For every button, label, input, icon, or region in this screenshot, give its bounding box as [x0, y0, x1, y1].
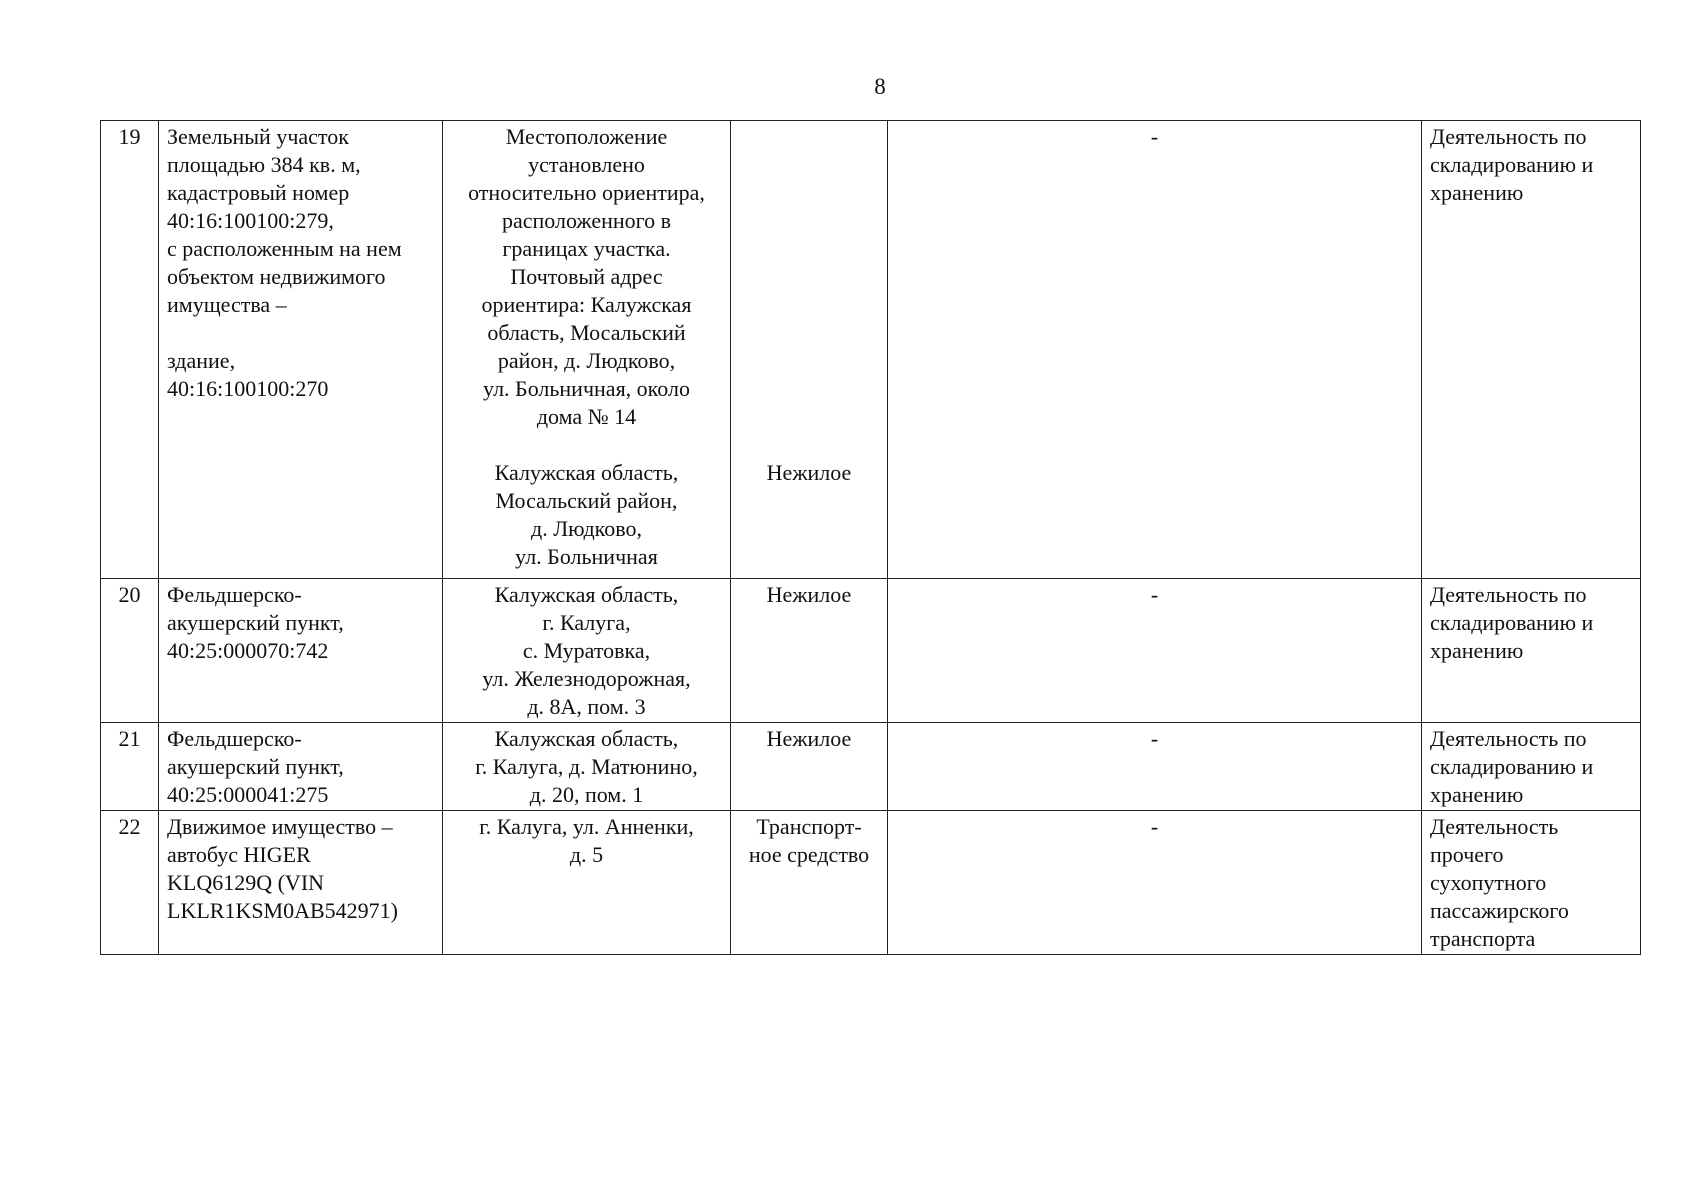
object-name-cell: [159, 121, 443, 579]
object-name: Земельный участок площадью 384 кв. м, кадастровый номер 40:16:100100:279, с расположенным на нем объектом недвижимого имущества –: [167, 124, 402, 317]
extra-cell: -: [888, 723, 1422, 811]
page-number: 8: [874, 74, 886, 99]
property-table: [100, 120, 1641, 955]
object-type: Нежилое: [731, 579, 888, 723]
object-name: Фельдшерско- акушерский пункт, 40:25:000070:742: [159, 579, 443, 723]
object-address: Местоположение установлено относительно ориентира, расположенного в границах участка. Почтовый адрес ориентира: Калужская область, Мосальский район, д. Людково, ул. Больничная, около дома № 14: [468, 124, 705, 429]
object-subname: здание, 40:16:100100:270: [167, 348, 329, 401]
row-number: 22: [101, 811, 159, 955]
table-row: [101, 723, 1641, 811]
object-subaddress: Калужская область, Мосальский район, д. Людково, ул. Больничная: [494, 460, 679, 569]
object-type: Нежилое: [766, 460, 852, 485]
object-address: г. Калуга, ул. Анненки, д. 5: [443, 811, 731, 955]
activity-cell: Деятельность по складированию и хранению: [1422, 121, 1641, 579]
object-name: Движимое имущество – автобус HIGER KLQ6129Q (VIN LKLR1KSM0AB542971): [159, 811, 443, 955]
row-number: 19: [101, 121, 159, 579]
row-number: 20: [101, 579, 159, 723]
extra-cell: -: [888, 121, 1422, 579]
object-type-cell: [731, 121, 888, 579]
object-address: Калужская область, г. Калуга, д. Матюнино, д. 20, пом. 1: [443, 723, 731, 811]
address-cell: [443, 121, 731, 579]
object-address: Калужская область, г. Калуга, с. Муратовка, ул. Железнодорожная, д. 8А, пом. 3: [443, 579, 731, 723]
object-type: Транспорт- ное средство: [731, 811, 888, 955]
table-row: [101, 811, 1641, 955]
activity-cell: Деятельность по складированию и хранению: [1422, 723, 1641, 811]
table-row: [101, 579, 1641, 723]
extra-cell: -: [888, 811, 1422, 955]
extra-cell: -: [888, 579, 1422, 723]
table-row: [101, 121, 1641, 579]
object-type: Нежилое: [731, 723, 888, 811]
row-number: 21: [101, 723, 159, 811]
activity-cell: Деятельность по складированию и хранению: [1422, 579, 1641, 723]
activity-cell: Деятельность прочего сухопутного пассажирского транспорта: [1422, 811, 1641, 955]
object-name: Фельдшерско- акушерский пункт, 40:25:000041:275: [159, 723, 443, 811]
